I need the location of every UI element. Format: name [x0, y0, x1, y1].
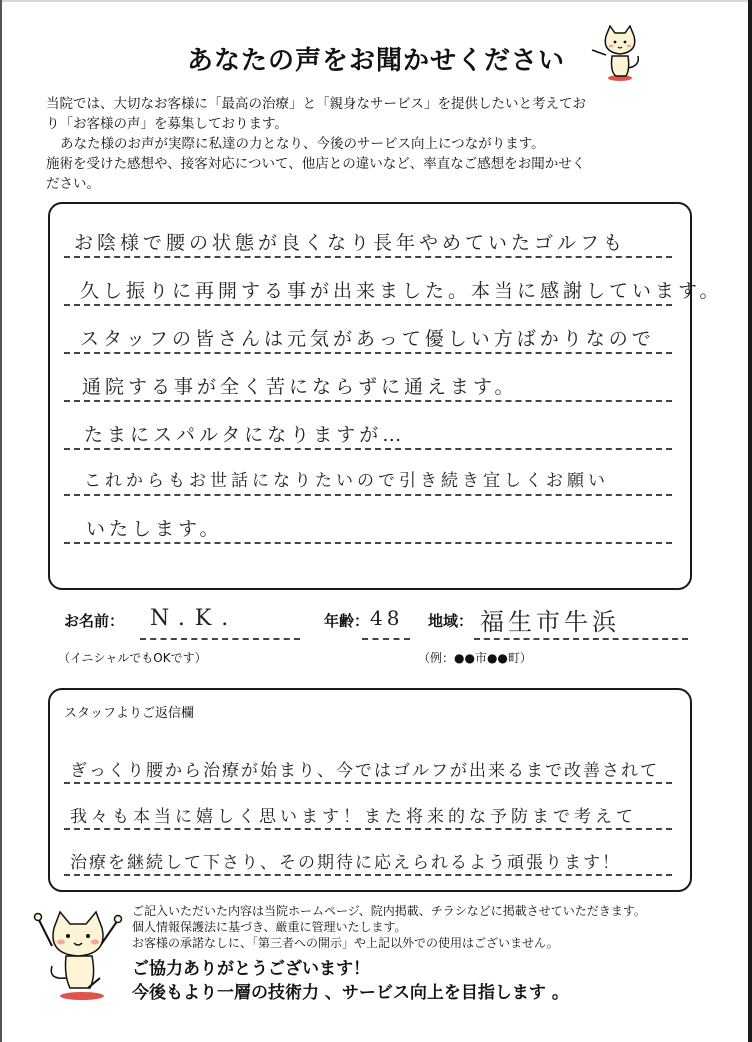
region-value: 福生市牛浜	[480, 608, 620, 636]
ruled-line	[64, 542, 672, 544]
comment-line: スタッフの皆さんは元気があって優しい方ばかりなので	[80, 328, 655, 350]
intro-line: 施術を受けた感想や、接客対応について、他店との違いなど、率直なご感想をお聞かせく	[46, 156, 586, 172]
age-value: 48	[370, 606, 404, 630]
ruled-line	[64, 874, 672, 876]
comment-line: たまにスパルタになりますが…	[84, 424, 406, 446]
intro-line: あなた様のお声が実際に私達の力となり、今後のサービス向上につながります。	[60, 136, 545, 152]
cat-blush-right	[91, 940, 99, 945]
name-label: お名前：	[64, 612, 125, 630]
region-hint: （例：●●市●●町）	[418, 651, 532, 665]
name-hint: （イニシャルでもOKです）	[58, 651, 207, 665]
comment-line: 久し振りに再開する事が出来ました。本当に感謝しています。	[80, 280, 723, 302]
age-underline	[362, 638, 410, 640]
name-value: N.K.	[150, 606, 239, 631]
ruled-line	[64, 304, 672, 306]
comment-line: いたします。	[86, 518, 223, 540]
intro-line: り「お客様の声」を募集しております。	[46, 116, 288, 132]
cat-blush-left	[609, 45, 614, 48]
privacy-note: お客様の承諾なしに、「第三者への開示」や上記以外での使用はございません。	[132, 936, 559, 950]
cat-raised-arm	[592, 50, 606, 55]
privacy-notes	[132, 903, 732, 951]
cat-left-arm	[38, 918, 52, 946]
ruled-line	[64, 448, 672, 450]
ruled-line	[64, 782, 672, 784]
cat-body	[66, 956, 94, 988]
cat-eye-right	[86, 934, 90, 938]
thanks-text: ご協力ありがとうございます！	[132, 959, 370, 979]
comment-line: お陰様で腰の状態が良くなり長年やめていたゴルフも	[74, 232, 627, 254]
intro-line: 当院では、大切なお客様に「最高の治療」と「親身なサービス」を提供したいと考えてお	[46, 96, 586, 112]
ruled-line	[64, 494, 672, 496]
name-underline	[140, 638, 300, 640]
comment-line: これからもお世話になりたいので引き続き宜しくお願い	[84, 471, 609, 491]
cat-eye-left	[66, 934, 70, 938]
cat-eye-right	[624, 41, 627, 44]
cat-right-paw	[115, 916, 122, 923]
cat-head	[605, 26, 634, 54]
cat-shadow	[60, 992, 104, 1000]
closing-message	[132, 957, 569, 1005]
waving-cat-icon	[582, 22, 644, 82]
reply-heading: スタッフよりご返信欄	[64, 706, 195, 721]
region-label: 地域：	[428, 612, 474, 630]
reply-line: 治療を継続して下さり、その期待に応えられるよう頑張ります！	[70, 853, 621, 873]
intro-line: ださい。	[46, 176, 100, 192]
page-right-edge	[748, 0, 752, 1042]
cheering-cat-icon	[30, 906, 126, 1002]
page-title: あなたの声をお聞かせください	[186, 46, 565, 76]
reply-line: ぎっくり腰から治療が始まり、今ではゴルフが出来るまで改善されて	[70, 761, 659, 781]
page-top-edge	[0, 0, 752, 2]
age-label: 年齢：	[324, 612, 370, 630]
cat-eye-left	[614, 41, 617, 44]
intro-text	[46, 94, 706, 194]
cat-blush-left	[57, 940, 65, 945]
ruled-line	[64, 256, 672, 258]
cat-tail	[628, 56, 638, 68]
cat-tail	[51, 966, 66, 978]
cat-left-paw	[35, 914, 42, 921]
comment-line: 通院する事が全く苦にならずに通えます。	[82, 376, 518, 398]
region-underline	[474, 638, 688, 640]
ruled-line	[64, 352, 672, 354]
reply-line: 我々も本当に嬉しく思います！また将来的な予防まで考えて	[70, 807, 637, 827]
cat-blush-right	[627, 45, 632, 48]
ruled-line	[64, 400, 672, 402]
page-left-edge	[0, 0, 2, 1042]
cat-body	[612, 56, 629, 76]
privacy-note: 個人情報保護法に基づき、厳重に管理いたします。	[132, 920, 407, 934]
ruled-line	[64, 828, 672, 830]
privacy-note: ご記入いただいた内容は当院ホームページ、院内掲載、チラシなどに掲載させていただきます。	[132, 904, 646, 918]
cat-head	[53, 912, 103, 956]
pledge-text: 今後もより一層の技術力 、サービス向上を目指します 。	[132, 983, 569, 1003]
